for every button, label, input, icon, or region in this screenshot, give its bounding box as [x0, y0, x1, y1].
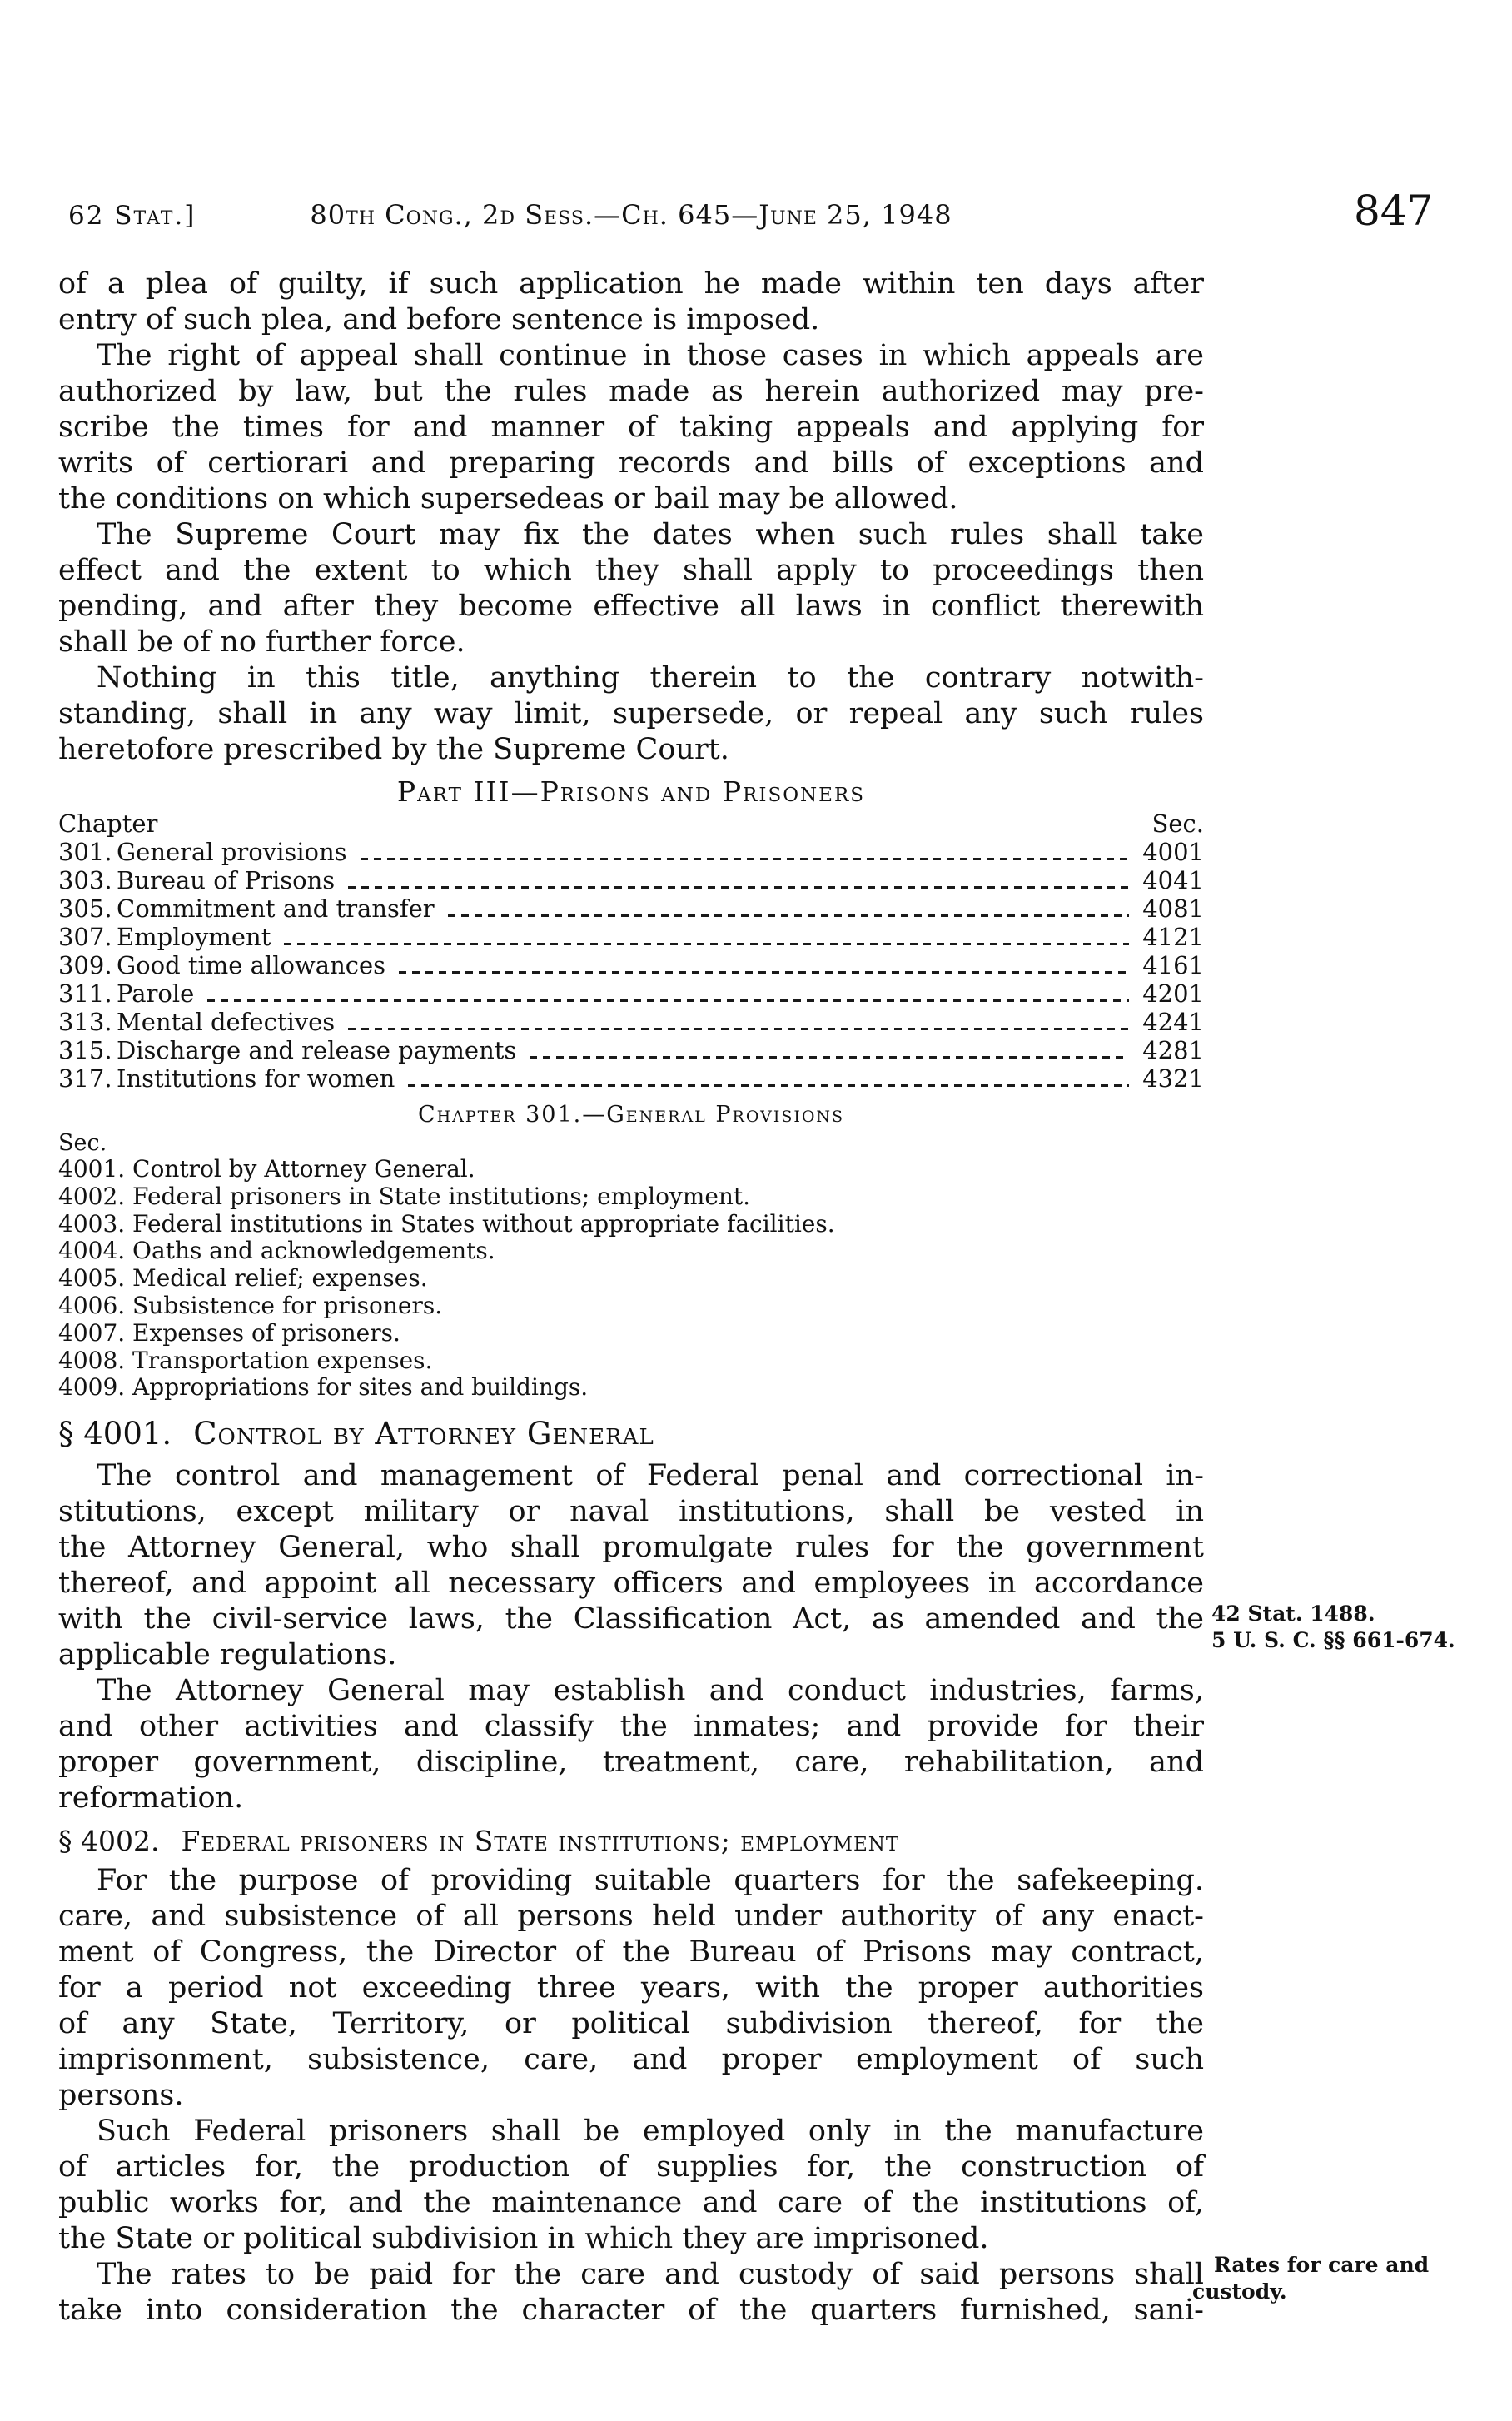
table-row — [58, 1008, 1204, 1036]
chapter-title: Parole — [117, 979, 195, 1008]
section-list-item: 4005. Medical relief; expenses. — [58, 1264, 428, 1293]
text-line: shall be of no further force. — [58, 625, 465, 659]
text-line: with the civil-service laws, the Classification Act, as amended and the — [58, 1602, 1204, 1636]
section-number: 4121 — [1142, 923, 1204, 951]
text-line: heretofore prescribed by the Supreme Court. — [58, 733, 729, 766]
page-number: 847 — [1354, 187, 1434, 235]
text-line: authorized by law, but the rules made as herein authorized may pre- — [58, 375, 1204, 408]
table-row — [58, 951, 1204, 979]
text-line: The control and management of Federal penal and correctional in- — [97, 1459, 1204, 1493]
chapter-number: 303. — [58, 866, 112, 894]
text-line: persons. — [58, 2079, 184, 2113]
text-line: of articles for, the production of supplies for, the construction of — [58, 2150, 1204, 2184]
table-row — [58, 866, 1204, 894]
chapter-title: Institutions for women — [117, 1064, 395, 1093]
text-line: of a plea of guilty, if such application he made within ten days after — [58, 267, 1204, 301]
text-line: writs of certiorari and preparing records and bills of exceptions and — [58, 446, 1204, 480]
margin-note-line: Rates for care and — [1214, 2253, 1430, 2277]
text-line: thereof, and appoint all necessary officers and employees in accordance — [58, 1567, 1204, 1601]
dashed-leader — [361, 858, 1129, 860]
chapter-column-label: Chapter — [58, 809, 158, 838]
chapter-number: 301. — [58, 838, 112, 866]
dashed-leader — [348, 886, 1129, 889]
dashed-leader — [284, 943, 1129, 945]
section-number: 4041 — [1142, 866, 1204, 894]
table-row — [58, 979, 1204, 1008]
chapter-title: Bureau of Prisons — [117, 866, 336, 894]
section-number: 4281 — [1142, 1036, 1204, 1064]
section-list-item: 4004. Oaths and acknowledgements. — [58, 1237, 495, 1265]
chapter-number: 309. — [58, 951, 112, 979]
text-line: standing, shall in any way limit, supersede, or repeal any such rules — [58, 697, 1204, 730]
text-line: the Attorney General, who shall promulgate rules for the government — [58, 1531, 1204, 1565]
margin-note-line: 5 U. S. C. §§ 661-674. — [1211, 1628, 1455, 1652]
dashed-leader — [348, 1028, 1129, 1030]
section-number: 4241 — [1142, 1008, 1204, 1036]
chapter-number: 317. — [58, 1064, 112, 1093]
text-line: of any State, Territory, or political subdivision thereof, for the — [58, 2007, 1204, 2041]
text-line: the conditions on which supersedeas or bail may be allowed. — [58, 482, 958, 516]
table-row — [58, 838, 1204, 866]
chapter-table-rows — [58, 838, 1204, 1093]
text-line: effect and the extent to which they shall apply to proceedings then — [58, 554, 1204, 587]
text-line: applicable regulations. — [58, 1638, 397, 1672]
section-4001-title: Control by Attorney General — [193, 1416, 654, 1452]
section-4001-body — [58, 1458, 1204, 1816]
section-4001-heading — [58, 1415, 1204, 1453]
section-number: 4321 — [1142, 1064, 1204, 1093]
text-line: entry of such plea, and before sentence is imposed. — [58, 303, 820, 336]
text-line: The right of appeal shall continue in those cases in which appeals are — [97, 339, 1204, 372]
chapter-table — [58, 809, 1204, 1093]
intro-paragraphs — [58, 267, 1204, 768]
chapter-title: Employment — [117, 923, 271, 951]
text-line: for a period not exceeding three years, with the proper authorities — [58, 1971, 1204, 2005]
chapter-table-header — [58, 809, 1204, 838]
table-row — [58, 1036, 1204, 1064]
text-line: The Attorney General may establish and conduct industries, farms, — [97, 1674, 1204, 1708]
session-title: 80th Cong., 2d Sess.—Ch. 645—June 25, 1948 — [310, 199, 952, 231]
dashed-leader — [207, 999, 1129, 1002]
section-number: 4201 — [1142, 979, 1204, 1008]
text-line: imprisonment, subsistence, care, and proper employment of such — [58, 2043, 1204, 2077]
margin-note-line: 42 Stat. 1488. — [1211, 1602, 1375, 1626]
text-line: scribe the times for and manner of taking appeals and applying for — [58, 411, 1204, 444]
text-line: ment of Congress, the Director of the Bureau of Prisons may contract, — [58, 1935, 1204, 1970]
chapter-number: 307. — [58, 923, 112, 951]
part-heading: Part III—Prisons and Prisoners — [396, 775, 866, 808]
dashed-leader — [448, 914, 1129, 917]
table-row — [58, 894, 1204, 923]
text-line: The Supreme Court may fix the dates when such rules shall take — [97, 518, 1204, 551]
text-line: take into consideration the character of the quarters furnished, sani- — [58, 2294, 1204, 2328]
table-row — [58, 923, 1204, 951]
text-line: and other activities and classify the inmates; and provide for their — [58, 1710, 1204, 1744]
chapter-number: 313. — [58, 1008, 112, 1036]
chapter-title: Mental defectives — [117, 1008, 336, 1036]
sec-list-label: Sec. — [58, 1130, 107, 1156]
sec-column-label: Sec. — [1151, 809, 1204, 838]
text-column — [58, 267, 1204, 2329]
text-line: Such Federal prisoners shall be employed only in the manufacture — [97, 2115, 1204, 2149]
section-list-item: 4006. Subsistence for prisoners. — [58, 1291, 443, 1319]
chapter-number: 305. — [58, 894, 112, 923]
chapter-title: General provisions — [117, 838, 347, 866]
text-line: the State or political subdivision in which they are imprisoned. — [58, 2222, 989, 2256]
text-line: stitutions, except military or naval institutions, shall be vested in — [58, 1495, 1204, 1529]
text-line: pending, and after they become effective all laws in conflict therewith — [58, 590, 1204, 623]
text-line: reformation. — [58, 1781, 244, 1816]
text-line: The rates to be paid for the care and custody of said persons shall — [97, 2258, 1204, 2292]
section-number: 4081 — [1142, 894, 1204, 923]
section-list — [58, 1156, 1204, 1402]
section-4002-title: Federal prisoners in State institutions; employment — [181, 1825, 900, 1858]
chapter-number: 311. — [58, 979, 112, 1008]
margin-note-line: custody. — [1192, 2279, 1287, 2304]
section-list-item: 4007. Expenses of prisoners. — [58, 1318, 400, 1347]
margin-note-rates — [1192, 2252, 1467, 2305]
section-4002-body — [58, 1863, 1204, 2329]
section-4001-number: § 4001. — [58, 1416, 172, 1452]
chapter-301-heading: Chapter 301.—General Provisions — [417, 1102, 845, 1128]
text-line: For the purpose of providing suitable quarters for the safekeeping. — [97, 1864, 1204, 1898]
dashed-leader — [399, 971, 1129, 974]
chapter-title: Discharge and release payments — [117, 1036, 517, 1064]
dashed-leader — [530, 1056, 1129, 1059]
chapter-title: Good time allowances — [117, 951, 386, 979]
chapter-number: 315. — [58, 1036, 112, 1064]
section-4002-number: § 4002. — [58, 1825, 160, 1858]
section-list-item: 4001. Control by Attorney General. — [58, 1155, 475, 1183]
text-line: public works for, and the maintenance and care of the institutions of, — [58, 2186, 1204, 2220]
margin-note-statute-citation — [1211, 1601, 1486, 1654]
table-row — [58, 1064, 1204, 1093]
chapter-title: Commitment and transfer — [117, 894, 435, 923]
dashed-leader — [408, 1084, 1129, 1087]
section-list-item: 4003. Federal institutions in States without appropriate facilities. — [58, 1209, 835, 1238]
section-number: 4161 — [1142, 951, 1204, 979]
text-line: care, and subsistence of all persons held under authority of any enact- — [58, 1900, 1204, 1934]
section-list-item: 4009. Appropriations for sites and buildings. — [58, 1373, 589, 1402]
volume-stat-label: 62 Stat.] — [68, 201, 196, 231]
text-line: Nothing in this title, anything therein to the contrary notwith- — [97, 661, 1204, 695]
section-list-item: 4008. Transportation expenses. — [58, 1346, 433, 1374]
section-list-item: 4002. Federal prisoners in State institutions; employment. — [58, 1182, 751, 1210]
text-line: proper government, discipline, treatment, care, rehabilitation, and — [58, 1746, 1204, 1780]
section-number: 4001 — [1142, 838, 1204, 866]
section-4002-heading — [58, 1825, 1204, 1858]
